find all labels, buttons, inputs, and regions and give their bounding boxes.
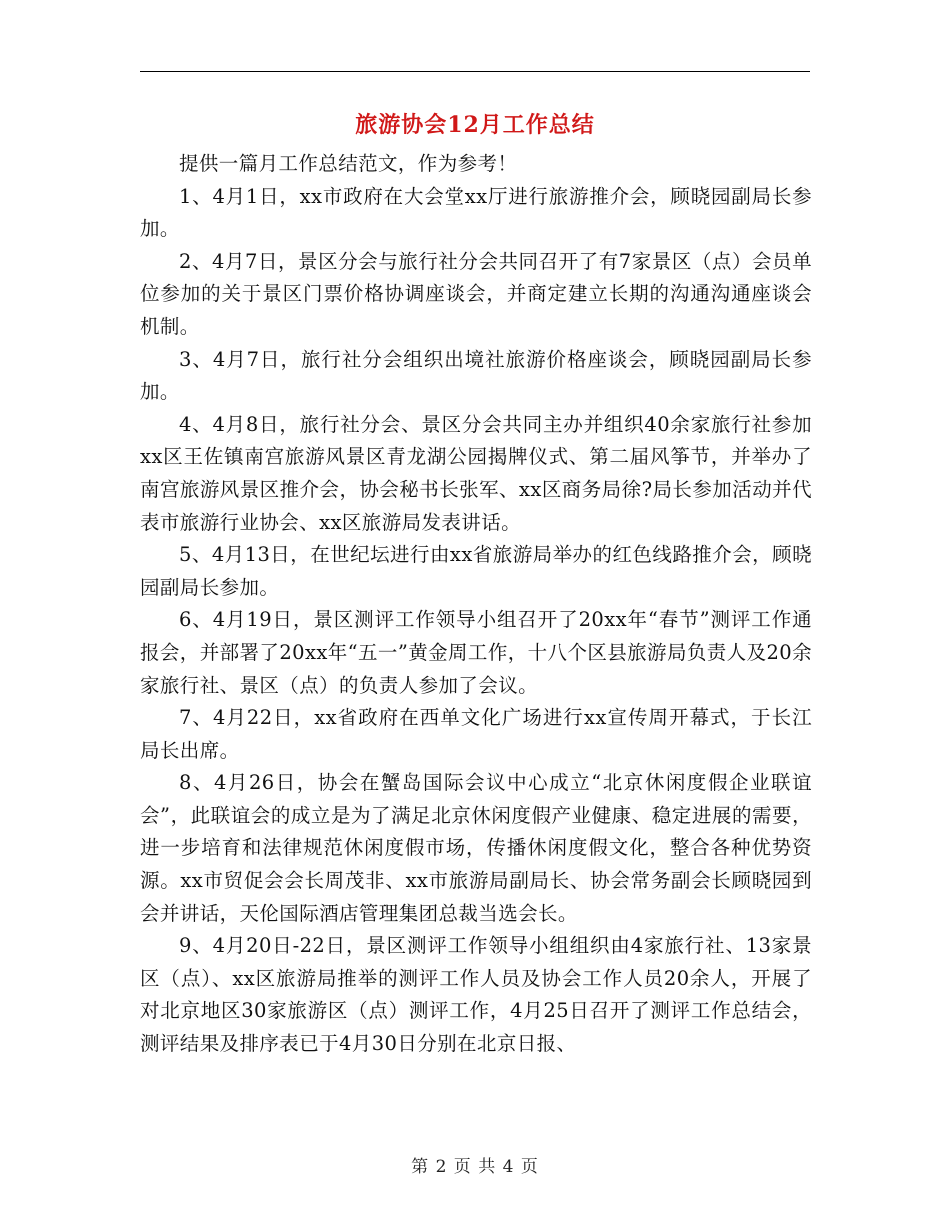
paragraph-item-4: 4、4月8日，旅行社分会、景区分会共同主办并组织40余家旅行社参加xx区王佐镇南宫旅游风景区青龙湖公园揭牌仪式、第二届风筝节，并举办了南宫旅游风景区推介会，协会秘书长张军、xx区商务局徐?局长参加活动并代表市旅游行业协会、xx区旅游局发表讲话。 [140, 412, 812, 534]
paragraph-item-9: 9、4月20日-22日，景区测评工作领导小组组织由4家旅行社、13家景区（点）、xx区旅游局推举的测评工作人员及协会工作人员20余人，开展了对北京地区30家旅游区（点）测评工作，4月25日召开了测评工作总结会，测评结果及排序表已于4月30日分别在北京日报、 [140, 934, 812, 1056]
paragraph-item-2: 2、4月7日，景区分会与旅行社分会共同召开了有7家景区（点）会员单位参加的关于景区门票价格协调座谈会，并商定建立长期的沟通沟通座谈会机制。 [140, 249, 812, 338]
paragraph-item-8: 8、4月26日，协会在蟹岛国际会议中心成立“北京休闲度假企业联谊会”，此联谊会的成立是为了满足北京休闲度假产业健康、稳定进展的需要，进一步培育和法律规范休闲度假市场，传播休闲度假文化，整合各种优势资源。xx市贸促会会长周茂非、xx市旅游局副局长、协会常务副会长顾晓园到会并讲话，天伦国际酒店管理集团总裁当选会长。 [140, 771, 812, 925]
document-title: 旅游协会12月工作总结 [355, 112, 595, 138]
paragraph-item-6: 6、4月19日，景区测评工作领导小组召开了20xx年“春节”测评工作通报会，并部署了20xx年“五一”黄金周工作，十八个区县旅游局负责人及20余家旅行社、景区（点）的负责人参加了会议。 [140, 608, 812, 697]
page-footer [0, 1152, 950, 1177]
intro-paragraph: 提供一篇月工作总结范文，作为参考！ [179, 152, 518, 175]
paragraph-item-3: 3、4月7日，旅行社分会组织出境社旅游价格座谈会，顾晓园副局长参加。 [140, 347, 812, 404]
paragraph-item-5: 5、4月13日，在世纪坛进行由xx省旅游局举办的红色线路推介会，顾晓园副局长参加。 [140, 543, 812, 599]
document-body [140, 148, 812, 1061]
paragraph-item-7: 7、4月22日，xx省政府在西单文化广场进行xx宣传周开幕式，于长江局长出席。 [140, 706, 812, 762]
page-number-label: 第 2 页 共 4 页 [411, 1157, 539, 1177]
header-rule [140, 71, 810, 72]
paragraph-item-1: 1、4月1日，xx市政府在大会堂xx厅进行旅游推介会，顾晓园副局长参加。 [140, 184, 812, 241]
